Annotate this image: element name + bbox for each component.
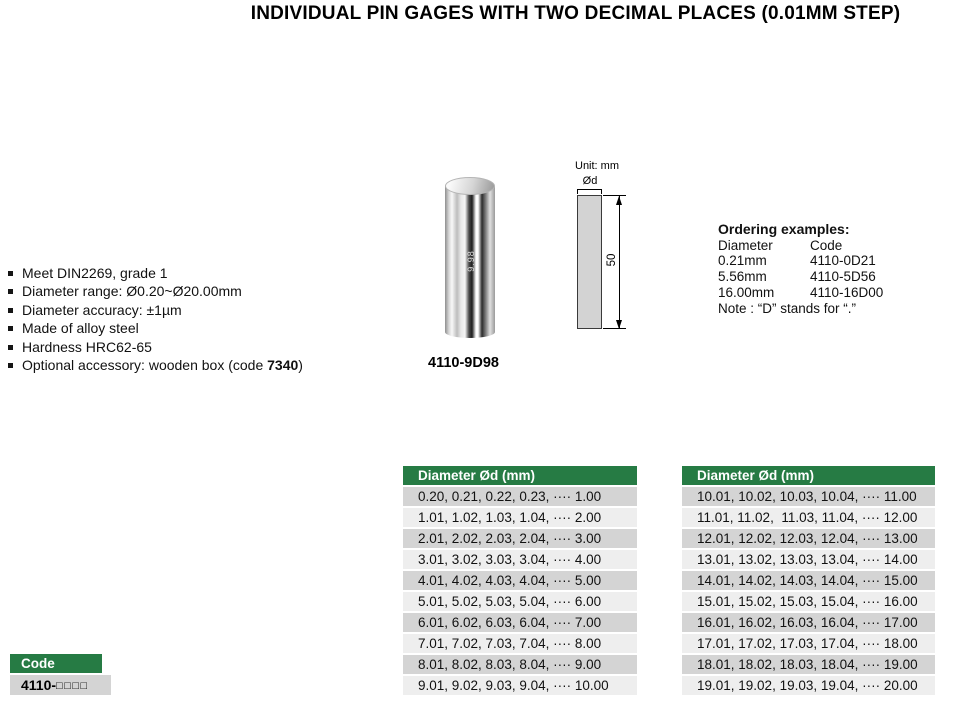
diameter-table-1 bbox=[403, 466, 637, 697]
extension-line-top bbox=[603, 195, 626, 196]
bullet-square-icon bbox=[8, 289, 13, 294]
pin-engraving: 9.98 bbox=[466, 250, 476, 272]
table-row: 9.01, 9.02, 9.03, 9.04, ···· 10.00 bbox=[403, 676, 637, 695]
bullet-square-icon bbox=[8, 326, 13, 331]
diameter-dimension-line bbox=[577, 189, 602, 194]
table-row: 13.01, 13.02, 13.03, 13.04, ···· 14.00 bbox=[682, 550, 935, 569]
bullet-square-icon bbox=[8, 363, 13, 368]
pin-outline-rect bbox=[577, 195, 602, 329]
feature-list bbox=[8, 264, 408, 374]
feature-label: Made of alloy steel bbox=[22, 320, 139, 337]
arrow-down-icon bbox=[616, 320, 622, 329]
ordering-title: Ordering examples: bbox=[718, 221, 850, 237]
table-row: 15.01, 15.02, 15.03, 15.04, ···· 16.00 bbox=[682, 592, 935, 611]
table-row: 12.01, 12.02, 12.03, 12.04, ···· 13.00 bbox=[682, 529, 935, 548]
code-value: 4110-5D56 bbox=[810, 269, 876, 285]
feature-label: Diameter range: Ø0.20~Ø20.00mm bbox=[22, 283, 242, 300]
feature-label: Hardness HRC62-65 bbox=[22, 338, 152, 355]
extension-line-bottom bbox=[603, 328, 626, 329]
table-row: 4.01, 4.02, 4.03, 4.04, ···· 5.00 bbox=[403, 571, 637, 590]
table-row: 6.01, 6.02, 6.03, 6.04, ···· 7.00 bbox=[403, 613, 637, 632]
ordering-col-code: Code bbox=[810, 237, 843, 253]
code-block-header: Code bbox=[10, 654, 102, 673]
code-placeholder-boxes: □□□□ bbox=[56, 680, 89, 692]
feature-item bbox=[8, 301, 408, 319]
length-dimension-label: 50 bbox=[606, 253, 618, 267]
table-row: 17.01, 17.02, 17.03, 17.04, ···· 18.00 bbox=[682, 634, 935, 653]
table-row: 10.01, 10.02, 10.03, 10.04, ···· 11.00 bbox=[682, 487, 935, 506]
ordering-row bbox=[718, 253, 933, 269]
table-row: 11.01, 11.02, 11.03, 11.04, ···· 12.00 bbox=[682, 508, 935, 527]
bullet-square-icon bbox=[8, 345, 13, 350]
feature-item bbox=[8, 338, 408, 356]
ordering-col-diameter: Diameter bbox=[718, 237, 773, 253]
table-row: 8.01, 8.02, 8.03, 8.04, ···· 9.00 bbox=[403, 655, 637, 674]
bullet-square-icon bbox=[8, 308, 13, 313]
length-dimension-line bbox=[619, 196, 620, 329]
table-header: Diameter Ød (mm) bbox=[682, 466, 935, 485]
arrow-up-icon bbox=[616, 196, 622, 205]
table-row: 14.01, 14.02, 14.03, 14.04, ···· 15.00 bbox=[682, 571, 935, 590]
table-row: 0.20, 0.21, 0.22, 0.23, ···· 1.00 bbox=[403, 487, 637, 506]
product-code-label: 4110-9D98 bbox=[428, 355, 499, 371]
table-row: 7.01, 7.02, 7.03, 7.04, ···· 8.00 bbox=[403, 634, 637, 653]
table-row: 5.01, 5.02, 5.03, 5.04, ···· 6.00 bbox=[403, 592, 637, 611]
table-row: 18.01, 18.02, 18.03, 18.04, ···· 19.00 bbox=[682, 655, 935, 674]
code-value: 4110-0D21 bbox=[810, 253, 876, 269]
feature-label: Diameter accuracy: ±1µm bbox=[22, 301, 182, 318]
code-value: 4110-16D00 bbox=[810, 284, 884, 300]
accessory-code: 7340 bbox=[267, 356, 299, 373]
code-block-value bbox=[10, 675, 111, 695]
table-header: Diameter Ød (mm) bbox=[403, 466, 637, 485]
unit-label: Unit: mm bbox=[575, 160, 619, 172]
ordering-row bbox=[718, 285, 933, 301]
bullet-square-icon bbox=[8, 271, 13, 276]
diameter-value: 5.56mm bbox=[718, 269, 767, 285]
ordering-note: Note : “D” stands for “.” bbox=[718, 300, 857, 316]
table-row: 19.01, 19.02, 19.03, 19.04, ···· 20.00 bbox=[682, 676, 935, 695]
feature-item bbox=[8, 356, 408, 374]
table-row: 3.01, 3.02, 3.03, 3.04, ···· 4.00 bbox=[403, 550, 637, 569]
diameter-value: 16.00mm bbox=[718, 284, 775, 300]
feature-item bbox=[8, 282, 408, 300]
feature-item bbox=[8, 264, 408, 282]
ordering-examples bbox=[718, 222, 933, 316]
feature-label: Optional accessory: wooden box (code 7340) bbox=[22, 356, 303, 373]
ordering-header-row bbox=[718, 238, 933, 254]
diameter-table-2 bbox=[682, 466, 935, 697]
code-prefix: 4110- bbox=[21, 677, 57, 693]
diameter-value: 0.21mm bbox=[718, 253, 767, 269]
page-title: INDIVIDUAL PIN GAGES WITH TWO DECIMAL PLACES (0.01MM STEP) bbox=[250, 3, 901, 24]
feature-item bbox=[8, 319, 408, 337]
table-row: 16.01, 16.02, 16.03, 16.04, ···· 17.00 bbox=[682, 613, 935, 632]
diameter-dimension-label: Ød bbox=[582, 175, 598, 187]
feature-label: Meet DIN2269, grade 1 bbox=[22, 265, 168, 281]
ordering-row bbox=[718, 269, 933, 285]
table-row: 1.01, 1.02, 1.03, 1.04, ···· 2.00 bbox=[403, 508, 637, 527]
pin-top-face bbox=[445, 177, 495, 195]
table-row: 2.01, 2.02, 2.03, 2.04, ···· 3.00 bbox=[403, 529, 637, 548]
pin-gage-photo bbox=[445, 177, 495, 338]
